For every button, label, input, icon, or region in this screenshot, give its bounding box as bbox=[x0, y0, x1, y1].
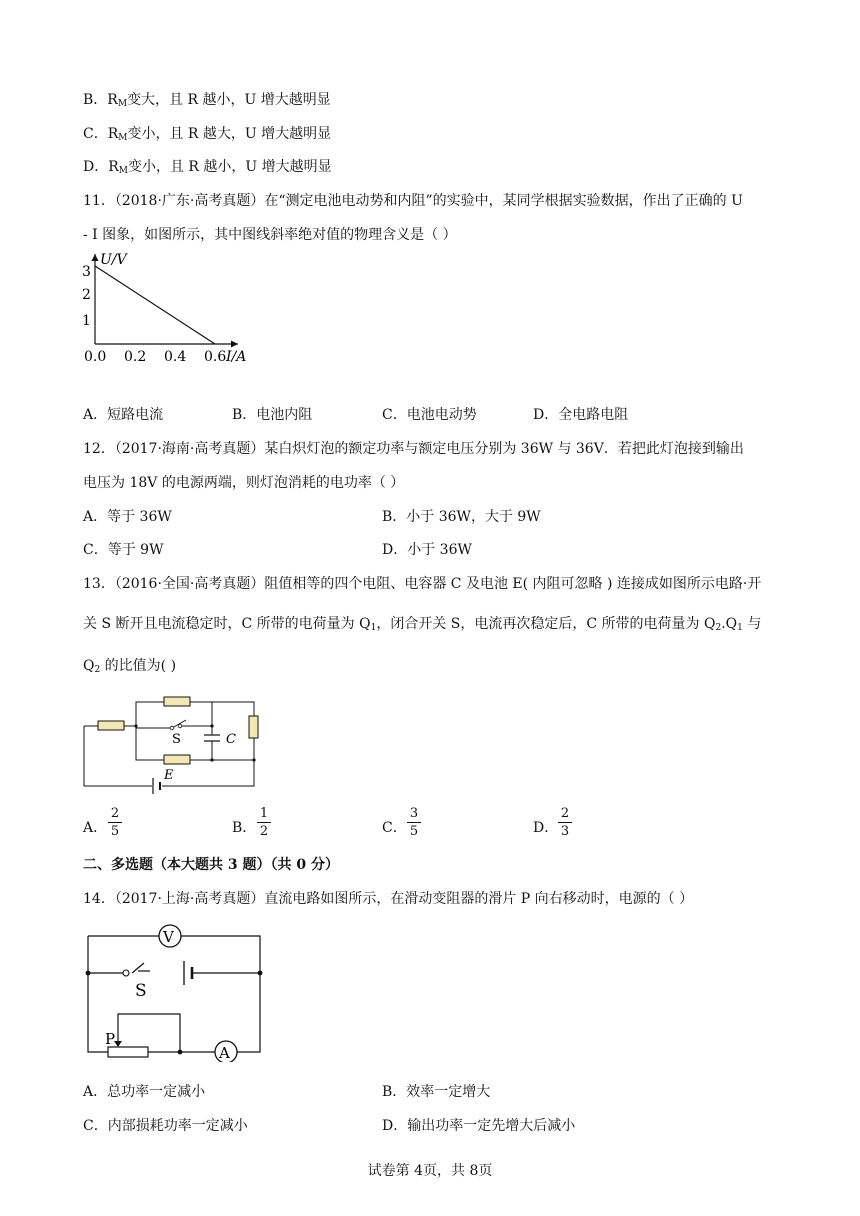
voltmeter-label: V bbox=[163, 928, 174, 946]
ui-data-line bbox=[95, 266, 215, 344]
y-axis-label: U/V bbox=[100, 252, 127, 268]
page-footer: 试卷第 4页，共 8页 bbox=[367, 1163, 493, 1179]
y-tick-1: 1 bbox=[82, 313, 91, 329]
q12-option-b[interactable]: B．小于 36W，大于 9W bbox=[382, 509, 541, 525]
q13-option-a[interactable]: A． bbox=[83, 820, 108, 836]
switch-label: S bbox=[172, 732, 181, 747]
q14-stem-line1: 14．（2017·上海·高考真题）直流电路如图所示，在滑动变阻器的滑片 P 向右移动时，电源的（ ） bbox=[83, 891, 694, 907]
q13-option-d[interactable]: D． bbox=[533, 820, 559, 836]
q14-circuit-diagram bbox=[80, 918, 270, 1062]
q12-option-c[interactable]: C．等于 9W bbox=[83, 542, 164, 558]
q13-stem-line3: $Q_2$ 的比值为( ) bbox=[83, 658, 177, 675]
q14-option-c[interactable]: C．内部损耗功率一定减小 bbox=[83, 1118, 248, 1134]
capacitor-label: C bbox=[226, 732, 236, 747]
q12-option-d[interactable]: D．小于 36W bbox=[382, 542, 472, 558]
q13-option-d-fraction: 2 3 bbox=[558, 806, 572, 839]
q12-stem-line2: 电压为 18V 的电源两端，则灯泡消耗的电功率（ ） bbox=[83, 475, 405, 491]
y-tick-2: 2 bbox=[82, 287, 91, 303]
x-tick-2: 0.4 bbox=[164, 349, 187, 365]
switch-label: S bbox=[135, 981, 147, 1001]
x-tick-1: 0.2 bbox=[124, 349, 147, 365]
q13-option-a-fraction: 2 5 bbox=[108, 806, 122, 839]
section-heading: 二、多选题（本大题共 3 题）（共 0 分） bbox=[83, 857, 339, 873]
resistor-3 bbox=[164, 755, 190, 764]
q13-stem-line1: 13．（2016·全国·高考真题）阻值相等的四个电阻、电容器 C 及电池 E( 内阻可忽略 ) 连接成如图所示电路·开 bbox=[83, 576, 762, 592]
q12-stem-line1: 12．（2017·海南·高考真题）某白炽灯泡的额定功率与额定电压分别为 36W 与 36V．若把此灯泡接到输出 bbox=[83, 441, 744, 457]
x-axis-label: I/A bbox=[226, 349, 247, 365]
q13-option-b-fraction: 1 2 bbox=[257, 806, 271, 839]
rheostat bbox=[108, 1047, 148, 1057]
q12-option-a[interactable]: A．等于 36W bbox=[83, 509, 172, 525]
q14-option-d[interactable]: D．输出功率一定先增大后减小 bbox=[382, 1118, 576, 1134]
q14-option-b[interactable]: B．效率一定增大 bbox=[382, 1084, 491, 1100]
x-tick-3: 0.6 bbox=[204, 349, 227, 365]
q13-circuit-diagram bbox=[80, 692, 270, 802]
q13-option-c[interactable]: C． bbox=[382, 820, 407, 836]
resistor-2 bbox=[164, 697, 190, 706]
resistor-1 bbox=[98, 721, 124, 730]
q11-option-a[interactable]: A．短路电流 bbox=[83, 407, 164, 423]
q10-option-d: D．$R_M$变小，且 R 越小，U 增大越明显 bbox=[83, 159, 332, 176]
battery-label: E bbox=[164, 768, 174, 783]
q13-option-c-fraction: 3 5 bbox=[407, 806, 421, 839]
q11-stem-line2: - I 图象，如图所示，其中图线斜率绝对值的物理含义是（ ） bbox=[83, 227, 457, 243]
q10-option-b: B．$R_M$变大，且 R 越小，U 增大越明显 bbox=[83, 92, 331, 109]
q11-option-c[interactable]: C．电池电动势 bbox=[382, 407, 477, 423]
q14-option-a[interactable]: A．总功率一定减小 bbox=[83, 1084, 206, 1100]
q11-stem-line1: 11．（2018·广东·高考真题）在“测定电池电动势和内阻”的实验中，某同学根据实验数据，作出了正确的 U bbox=[83, 193, 743, 209]
y-tick-3: 3 bbox=[82, 264, 91, 280]
q11-ui-graph bbox=[80, 248, 260, 368]
q10-option-c: C．$R_M$变小，且 R 越大，U 增大越明显 bbox=[83, 126, 332, 143]
x-tick-0: 0.0 bbox=[84, 349, 107, 365]
q13-option-b[interactable]: B． bbox=[232, 820, 257, 836]
q11-option-d[interactable]: D．全电路电阻 bbox=[533, 407, 629, 423]
q13-stem-line2: 关 S 断开且电流稳定时，C 所带的电荷量为 $Q_1$，闭合开关 S，电流再次稳定后，C 所带的电荷量为 $Q_2.Q_1$ 与 bbox=[83, 616, 762, 633]
slider-label: P bbox=[105, 1030, 116, 1048]
ammeter-label: A bbox=[219, 1044, 230, 1062]
q11-option-b[interactable]: B．电池内阻 bbox=[232, 407, 313, 423]
resistor-4 bbox=[249, 716, 258, 738]
